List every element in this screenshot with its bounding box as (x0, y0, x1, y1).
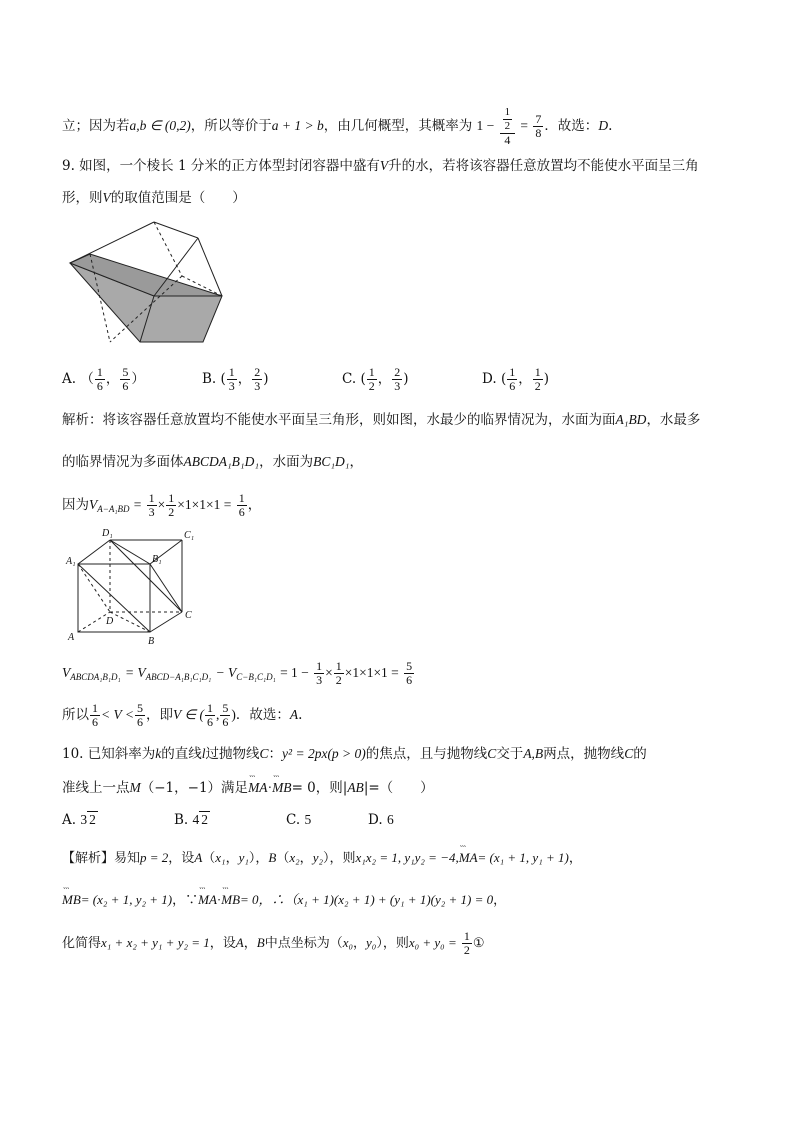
fraction: $\frac{1}{6}$ (96, 365, 103, 393)
fraction: $\frac{5}{6}$ (122, 365, 129, 393)
edge-bc (150, 612, 182, 632)
edge (154, 222, 198, 238)
q10-solution-line3: 化简得x₁ + x₂ + y₁ + y₂ = 1，设A，B中点坐标为（x₀，y₀），则x₀ + y₀ = $\frac{1}{2}$ ① (62, 929, 485, 957)
q10-stem-line2: 准线上一点M（−1，−1）满足``` MA·``` MB= 0，则|AB|=（ ） (62, 778, 434, 798)
fraction: $\frac{1}{3}$ (148, 491, 155, 519)
math: a + 1 > b (271, 118, 324, 133)
edge (198, 238, 222, 296)
fraction: $\frac{1}{2}$ (168, 491, 175, 519)
q9-solution-line2: 的临界情况为多面体ABCDA₁B₁D₁，水面为BC₁D₁， (62, 454, 363, 470)
diag-d1c (110, 540, 182, 612)
label-d: D (106, 616, 114, 627)
fraction: $\frac{1}{6}$ (238, 491, 245, 519)
text: ，由几何概型，其概率为 (323, 118, 473, 134)
text: 立；因为若 (62, 118, 130, 134)
fraction: $\frac{1}{3}$ (316, 659, 323, 687)
text: ，所以等价于 (190, 118, 272, 134)
tilted-cube-figure (66, 218, 236, 346)
fraction: $\frac{1}{3}$ (228, 365, 235, 393)
prev-solution-line: 立；因为若a,b ∈ (0,2)，所以等价于a + 1 > b，由几何概型，其概率为 1 − $\frac{\frac{1}{2}}{4}$ = $\frac{7}{8}$ ．故选：D. (62, 106, 613, 147)
option-a[interactable]: A. 3 2 (62, 812, 96, 828)
q10-solution-line1: 【解析】易知p = 2，设A（x₁，y₁），B（x₂，y₂），则x₁x₂ = 1, y₁y₂ = −4,``` MA= (x₁ + 1, y₁ + 1)， (62, 848, 582, 869)
diag-a1d (78, 564, 110, 612)
fraction: $\frac{2}{3}$ (394, 365, 401, 393)
label-a: A (68, 632, 75, 643)
option-c[interactable]: C. ( $\frac{1}{2}$ ， $\frac{2}{3}$ ) (342, 365, 409, 393)
label-b: B (148, 636, 155, 646)
diag-bd (110, 612, 150, 632)
fraction: $\frac{1}{2}$ (368, 365, 375, 393)
option-c[interactable]: C. 5 (286, 812, 312, 828)
edge (70, 222, 154, 263)
fraction: $\frac{7}{8}$ (535, 112, 542, 140)
fraction: $\frac{1}{6}$ (207, 701, 213, 729)
q9-solution-line1: 解析：将该容器任意放置均不能使水平面呈三角形，则如图，水最少的临界情况为，水面为面A₁BD，水最多 (62, 412, 701, 428)
q9-stem-line1: 9. 如图，一个棱长 1 分米的正方体型封闭容器中盛有V升的水，若将该容器任意放置均不能使水平面呈三角 (62, 158, 699, 174)
fraction: $\frac{5}{6}$ (222, 701, 229, 729)
diag-a1b (78, 564, 150, 632)
hidden-edge (154, 222, 182, 276)
label-a1: A₁ (66, 556, 76, 567)
q10-solution-line2: ``` MB= (x₂ + 1, y₂ + 1)，∵``` MA·``` MB= 0，∴（x₁ + 1)(x₂ + 1) + (y₁ + 1)(y₂ + 1) = 0， (62, 890, 506, 911)
fraction: $\frac{2}{3}$ (254, 365, 261, 393)
math: a,b ∈ (0,2) (129, 118, 191, 133)
fraction: $\frac{5}{6}$ (406, 659, 413, 687)
label-b1: B₁ (152, 554, 162, 565)
q9-solution-line4: $V_{ABCDA_1B_1D_1} = V_{ABCD-A_1B_1C_1D_1} - V_{C-B_1C_1D_1} = 1$ − $\frac{1}{3}$ × $\frac{1}{2}$ ×1×1×1 = $\frac{5}{6}$ (62, 659, 413, 687)
option-b[interactable]: B. 4 2 (174, 812, 209, 828)
q9-solution-line3: 因为$V_{A-A_1BD}$ = $\frac{1}{3}$ × $\frac{1}{2}$ ×1×1×1 = $\frac{1}{6}$ ， (62, 491, 262, 519)
option-d[interactable]: D. ( $\frac{1}{6}$ ， $\frac{1}{2}$ ) (482, 365, 549, 393)
label-c1: C₁ (184, 530, 195, 541)
label-d1: D₁ (102, 528, 113, 539)
q10-stem-line1: 10. 已知斜率为k的直线l过抛物线C：y² = 2px(p > 0)的焦点，且与抛物线C交于A,B两点，抛物线C的 (62, 746, 647, 762)
option-d[interactable]: D. 6 (368, 812, 394, 828)
fraction: $\frac{1}{6}$ (509, 365, 516, 393)
math: 1 − (476, 118, 495, 133)
fraction: $\frac{5}{6}$ (136, 701, 143, 729)
fraction: $\frac{1}{2}$ (335, 659, 342, 687)
q9-solution-line5: 所以 $\frac{1}{6}$ < V < $\frac{5}{6}$ ，即V ∈ ( $\frac{1}{6}$ , $\frac{5}{6}$ )．故选：A. (62, 701, 303, 729)
cube-figure (64, 526, 202, 646)
option-a[interactable]: A. （ $\frac{1}{6}$ ， $\frac{5}{6}$ ） (62, 365, 145, 393)
q9-stem-line2: 形，则V的取值范围是（ ） (62, 190, 246, 206)
compound-fraction: $\frac{\frac{1}{2}}{4}$ (500, 106, 516, 147)
fraction: $\frac{1}{6}$ (92, 701, 98, 729)
option-b[interactable]: B. ( $\frac{1}{3}$ ， $\frac{2}{3}$ ) (202, 365, 269, 393)
fraction: $\frac{1}{2}$ (534, 365, 541, 393)
label-c: C (185, 610, 192, 621)
fraction: $\frac{1}{2}$ (504, 106, 511, 132)
fraction: $\frac{1}{2}$ (463, 929, 470, 957)
edge-a1d1 (78, 540, 110, 564)
diag-b1c (150, 564, 182, 612)
